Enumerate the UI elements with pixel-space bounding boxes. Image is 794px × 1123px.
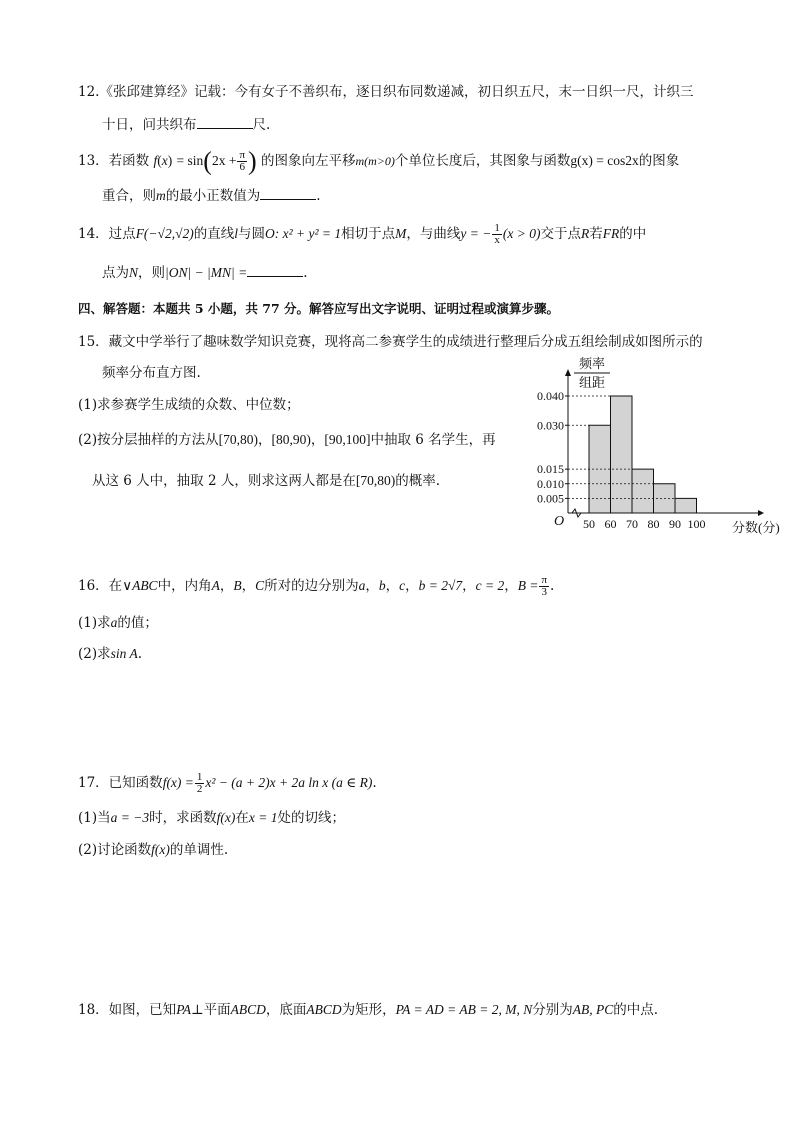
y-tick-label: 0.030 xyxy=(537,418,564,433)
histogram-layer xyxy=(537,356,780,535)
y-tick-label: 0.040 xyxy=(537,389,564,403)
q17-part2: (2)讨论函数f(x)的单调性. xyxy=(78,842,229,858)
x-tick-label: 60 xyxy=(604,517,617,531)
x-axis-label: 分数(分) xyxy=(732,520,780,535)
origin-label: O xyxy=(554,514,565,529)
q13-line2: 重合，则m的最小正数值为 . xyxy=(102,185,321,206)
q17-part1: (1)当a = −3时，求函数f(x)在x = 1处的切线； xyxy=(78,810,345,826)
q14-answer-blank[interactable] xyxy=(247,262,303,277)
q13-answer-blank[interactable] xyxy=(260,185,316,200)
x-tick-label: 70 xyxy=(626,517,638,531)
histogram-bar xyxy=(632,469,654,513)
x-axis-arrow xyxy=(758,510,764,516)
y-label-top: 频率 xyxy=(578,356,606,371)
q16-part2: (2)求sin A. xyxy=(78,646,143,662)
y-axis-arrow xyxy=(565,369,571,376)
q18-line1: 18．如图，已知PA⊥平面ABCD，底面ABCD为矩形，PA = AD = AB = 2, M, N分别为AB, PC的中点. xyxy=(78,1002,659,1018)
y-tick-label: 0.015 xyxy=(537,462,564,477)
q16-line1: 16．在∨ABC中，内角A，B，C所对的边分别为a，b，c，b = 2√7，c = 2，B = $\frac{\pi}{3}$ . xyxy=(78,574,555,598)
q12-line1: 12.《张邱建算经》记载：今有女子不善织布，逐日织布同数递减，初日织五尺，末一日织一尺，计织三 xyxy=(78,84,694,100)
q13-line1: 13．若函数 f(x) = sin(2x + $\frac{\pi}{6}$ ) 的图象向左平移m(m>0)个单位长度后，其图象与函数g(x) = cos2x的图象 xyxy=(78,146,680,176)
q12-line2: 十日，问共织布 尺. xyxy=(102,114,270,135)
q16-pi-over-3: $\frac{\pi}{3}$ xyxy=(541,574,548,598)
q15-part2: (2)按分层抽样的方法从[70,80)，[80,90)，[90,100]中抽取 6 名学生，再 xyxy=(78,432,496,448)
histogram-bar xyxy=(611,396,633,513)
x-tick-label: 100 xyxy=(687,517,706,531)
y-label-bottom: 组距 xyxy=(578,375,606,390)
x-tick-label: 50 xyxy=(583,517,595,531)
y-tick-label: 0.010 xyxy=(537,476,564,491)
q15-line2: 频率分布直方图. xyxy=(102,365,201,381)
section-heading: 四、解答题：本题共 5 小题，共 77 分。解答应写出文字说明、证明过程或演算步骤。 xyxy=(78,301,560,316)
q13-pi-over-6: $\frac{\pi}{6}$ xyxy=(239,149,246,173)
q16-part1: (1)求a的值； xyxy=(78,615,158,631)
frequency-histogram xyxy=(537,352,780,542)
histogram-bar xyxy=(675,498,697,513)
q17-line1: 17．已知函数f(x) = $\frac{1}{2}$ x² − (a + 2)x + 2a ln x (a ∈ R). xyxy=(78,771,377,795)
q15-part2-cont: 从这 6 人中，抽取 2 人，则求这两人都是在[70,80)的概率. xyxy=(92,473,441,489)
q12-answer-blank[interactable] xyxy=(197,114,253,129)
y-tick-label: 0.005 xyxy=(537,491,564,506)
x-tick-label: 90 xyxy=(669,517,681,531)
q15-part1: (1)求参赛学生成绩的众数、中位数； xyxy=(78,397,300,413)
q14-line1: 14．过点F(−√2,√2)的直线l与圆O: x² + y² = 1相切于点M，与曲线y = − $\frac{1}{x}$ (x > 0)交于点R若FR的中 xyxy=(78,222,647,246)
q17-one-half: $\frac{1}{2}$ xyxy=(196,771,203,795)
q15-line1: 15．藏文中学举行了趣味数学知识竞赛，现将高二参赛学生的成绩进行整理后分成五组绘制成如图所示的 xyxy=(78,334,703,350)
q14-one-over-x: $\frac{1}{x}$ xyxy=(494,222,500,246)
x-tick-label: 80 xyxy=(647,517,660,531)
q14-line2: 点为N，则|ON| − |MN| = . xyxy=(102,262,308,283)
